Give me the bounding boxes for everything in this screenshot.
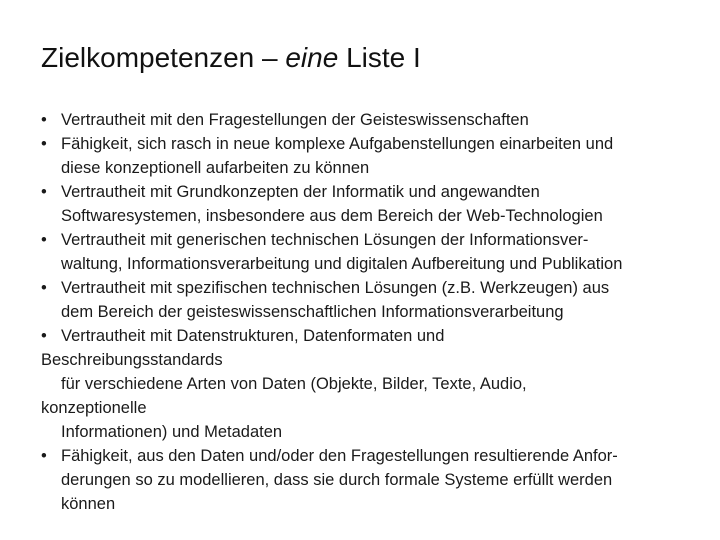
- list-line-continuation: Softwaresystemen, insbesondere aus dem Bereich der Web-Technologien: [61, 207, 603, 225]
- bullet-marker: •: [41, 279, 47, 297]
- list-line: Vertrautheit mit den Fragestellungen der Geisteswissenschaften: [61, 111, 529, 129]
- list-line-continuation: können: [61, 495, 116, 513]
- bullet-marker: •: [41, 231, 47, 249]
- list-line-continuation: Informationen) und Metadaten: [61, 423, 283, 441]
- list-line-continuation: waltung, Informationsverarbeitung und digitalen Aufbereitung und Publikation: [61, 255, 623, 273]
- list-line-continuation: konzeptionelle: [41, 399, 147, 417]
- slide-title: [41, 38, 421, 78]
- list-line-continuation: Beschreibungsstandards: [41, 351, 223, 369]
- title-part-1: Zielkompetenzen –: [41, 42, 286, 73]
- title-emphasis: eine: [285, 42, 339, 73]
- list-line-continuation: derungen so zu modellieren, dass sie durch formale Systeme erfüllt werden: [61, 471, 613, 489]
- list-line: Fähigkeit, sich rasch in neue komplexe Aufgabenstellungen einarbeiten und: [61, 135, 614, 153]
- title-part-3: Liste I: [338, 42, 421, 73]
- bullet-marker: •: [41, 135, 47, 153]
- bullet-marker: •: [41, 327, 47, 345]
- list-line: Vertrautheit mit Grundkonzepten der Informatik und angewandten: [61, 183, 540, 201]
- list-line: Vertrautheit mit generischen technischen Lösungen der Informationsver-: [61, 231, 589, 249]
- list-line: Vertrautheit mit spezifischen technischen Lösungen (z.B. Werkzeugen) aus: [61, 279, 610, 297]
- list-line: Vertrautheit mit Datenstrukturen, Datenformaten und: [61, 327, 445, 345]
- bullet-marker: •: [41, 447, 47, 465]
- list-line: Fähigkeit, aus den Daten und/oder den Fragestellungen resultierende Anfor-: [61, 447, 618, 465]
- list-line-continuation: für verschiedene Arten von Daten (Objekte, Bilder, Texte, Audio,: [61, 375, 527, 393]
- bullet-marker: •: [41, 111, 47, 129]
- list-line-continuation: dem Bereich der geisteswissenschaftlichen Informationsverarbeitung: [61, 303, 564, 321]
- bullet-marker: •: [41, 183, 47, 201]
- list-line-continuation: diese konzeptionell aufarbeiten zu können: [61, 159, 370, 177]
